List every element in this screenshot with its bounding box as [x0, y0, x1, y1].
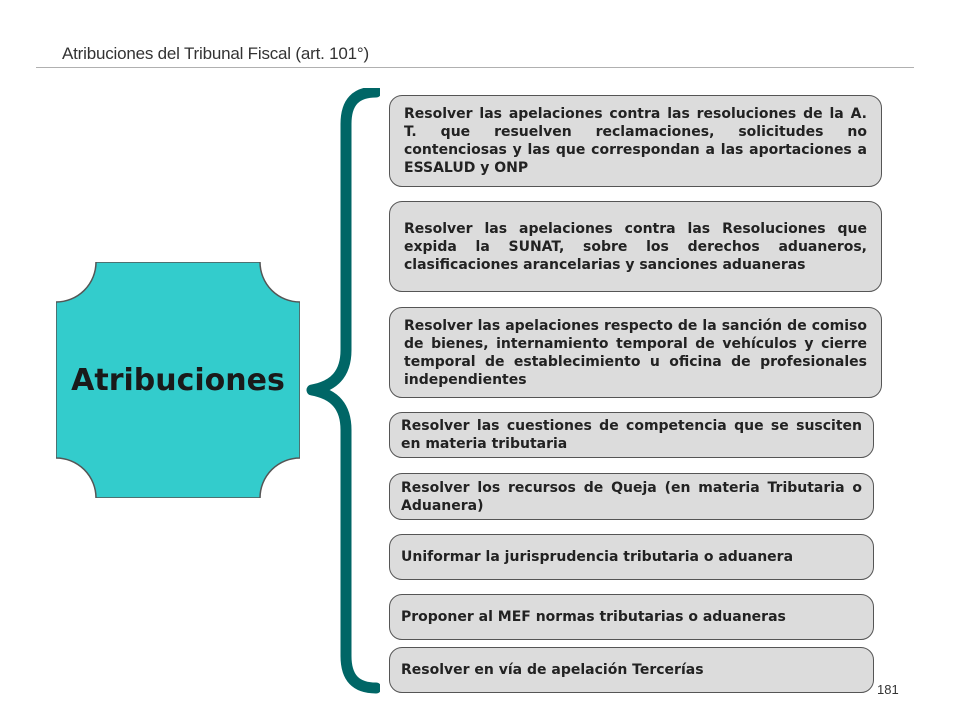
attribution-box-8: [389, 647, 874, 693]
attribution-text-7: Proponer al MEF normas tributarias o aduaneras: [401, 609, 786, 625]
attribution-text-4: Resolver las cuestiones de competencia que se susciten en materia tributaria: [401, 418, 862, 452]
attribution-box-5: [389, 473, 874, 520]
attribution-box-2: [389, 201, 882, 292]
attribution-text-2: Resolver las apelaciones contra las Resoluciones que expida la SUNAT, sobre los derechos aduaneros, clasificaciones arancelarias y sanciones aduaneras: [404, 220, 867, 273]
slide-title: Atribuciones del Tribunal Fiscal (art. 101°): [62, 44, 369, 63]
center-label: Atribuciones: [71, 362, 285, 398]
atribuciones-plaque: [56, 262, 300, 498]
title-underline: [36, 67, 914, 68]
attribution-text-8: Resolver en vía de apelación Tercerías: [401, 662, 704, 678]
attribution-box-3: [389, 307, 882, 398]
attribution-text-3: Resolver las apelaciones respecto de la sanción de comiso de bienes, internamiento temporal de vehículos y cierre temporal de establecimiento u oficina de profesionales independientes: [404, 317, 867, 388]
attribution-box-7: [389, 594, 874, 640]
attribution-text-6: Uniformar la jurisprudencia tributaria o aduanera: [401, 549, 794, 565]
attribution-box-1: [389, 95, 882, 187]
curly-brace: [306, 88, 380, 694]
attribution-text-1: Resolver las apelaciones contra las resoluciones de la A. T. que resuelven reclamaciones, solicitudes no contenciosas y las que correspondan a las aportaciones a ESSALUD y ONP: [404, 106, 867, 176]
attribution-box-6: [389, 534, 874, 580]
page-number: 181: [877, 682, 899, 697]
attribution-text-5: Resolver los recursos de Queja (en materia Tributaria o Aduanera): [401, 479, 862, 514]
attribution-box-4: [389, 412, 874, 458]
